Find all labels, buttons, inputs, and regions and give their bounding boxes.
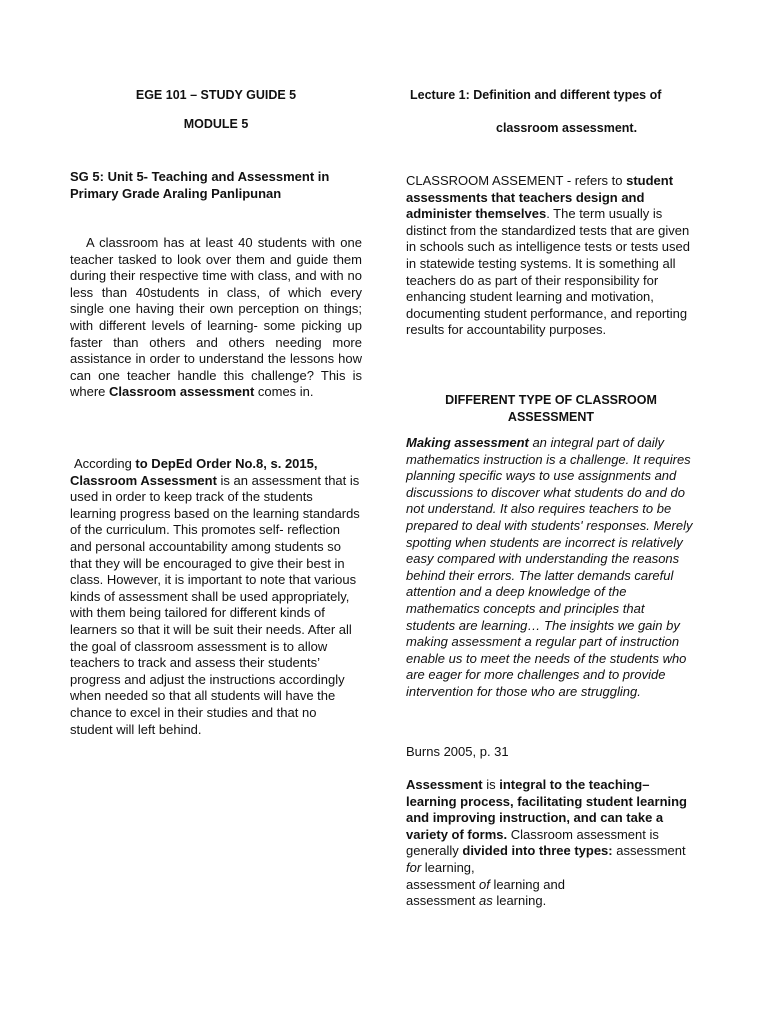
assessment-summary bbox=[406, 777, 696, 910]
citation: Burns 2005, p. 31 bbox=[406, 744, 509, 759]
summary-bold-a: Assessment bbox=[406, 777, 483, 792]
intro-bold-term: Classroom assessment bbox=[109, 384, 255, 400]
definition-lead: CLASSROOM ASSEMENT - refers to bbox=[406, 173, 627, 188]
lecture-title-line-2: classroom assessment. bbox=[496, 121, 638, 135]
intro-text: A classroom has at least 40 students with one teacher tasked to look over them and guide them during their respective time with class, and with no less than 40students in class, of which every single one having their own perception on things; with different levels of learning- some picking up faster than others and others needing more assistance in order to understand the lessons how can one teacher handle this challenge? This is where bbox=[70, 235, 362, 400]
deped-order-ref: to DepEd Order No.8, s. 2015, bbox=[135, 456, 318, 471]
type2-a: assessment bbox=[406, 876, 479, 892]
study-guide-title: SG 5: Unit 5- Teaching and Assessment in Primary Grade Araling Panlipunan bbox=[70, 169, 330, 201]
type3-b: learning. bbox=[492, 893, 547, 909]
definition-bold: student assessments that teachers design and administer themselves bbox=[406, 173, 674, 222]
definition-paragraph bbox=[406, 173, 696, 339]
types-heading: DIFFERENT TYPE OF CLASSROOM ASSESSMENT bbox=[445, 393, 657, 424]
type1-italic: for bbox=[406, 859, 422, 875]
quote-bold: Making assessment bbox=[406, 435, 529, 450]
summary-bold-b: integral to the teaching–learning process, facilitating student learning and improving instruction, and can take a variety of forms. bbox=[406, 777, 687, 842]
course-title: EGE 101 – STUDY GUIDE 5 bbox=[135, 88, 297, 102]
type1-a: assessment bbox=[612, 843, 686, 859]
type1-b: learning, bbox=[421, 859, 475, 875]
deped-term: Classroom Assessment bbox=[70, 472, 217, 488]
definition-text: . The term usually is distinct from the standardized tests that are given in schools such as intelligence tests or tests used in statewide testing systems. It is something all teachers do as part of their responsibility for enhancing student learning and motivation, documenting student performance, and reporting results for accountability purposes. bbox=[406, 206, 690, 338]
intro-paragraph bbox=[70, 235, 362, 401]
type2-italic: of bbox=[478, 876, 490, 892]
type3-a: assessment bbox=[406, 893, 479, 909]
type2-b: learning and bbox=[489, 876, 565, 892]
summary-bold-c: divided into three types: bbox=[462, 843, 613, 859]
deped-text: is an assessment that is used in order to keep track of the students learning progress based on the learning standards of the curriculum. This promotes self- reflection and personal accountability among students so that they will be encouraged to give their best in class. However, it is important to note that various kinds of assessment shall be used appropriately, with them being tailored for different kinds of learners so that it will be suit their needs. After all the goal of classroom assessment is to allow teachers to track and assess their students’ progress and adjust the instructions accordingly when needed so that all students will have the chance to excel in their studies and that no student will left behind. bbox=[70, 472, 360, 737]
summary-t1: is bbox=[482, 777, 500, 792]
deped-paragraph bbox=[70, 456, 362, 738]
intro-end: comes in. bbox=[254, 384, 314, 400]
lecture-title-line-1: Lecture 1: Definition and different types of bbox=[410, 88, 662, 102]
summary-t2: Classroom assessment is generally bbox=[406, 826, 659, 859]
module-label: MODULE 5 bbox=[183, 117, 249, 131]
burns-quote bbox=[406, 435, 696, 701]
deped-lead: According bbox=[74, 456, 136, 471]
type3-italic: as bbox=[478, 893, 493, 909]
quote-text: an integral part of daily mathematics instruction is a challenge. It requires planning specific ways to use assignments and discussions to discover what students do and do not understand. It also requires teachers to be prepared to deal with students' responses. Merely spotting when students are incorrect is relatively easy compared with understanding the reasons behind their errors. The latter demands careful attention and a deep knowledge of the mathematics concepts and principles that students are learning… The insights we gain by making assessment a regular part of instruction enable us to meet the needs of the students who are eager for more challenges and to provide intervention for those who are struggling. bbox=[406, 435, 693, 699]
